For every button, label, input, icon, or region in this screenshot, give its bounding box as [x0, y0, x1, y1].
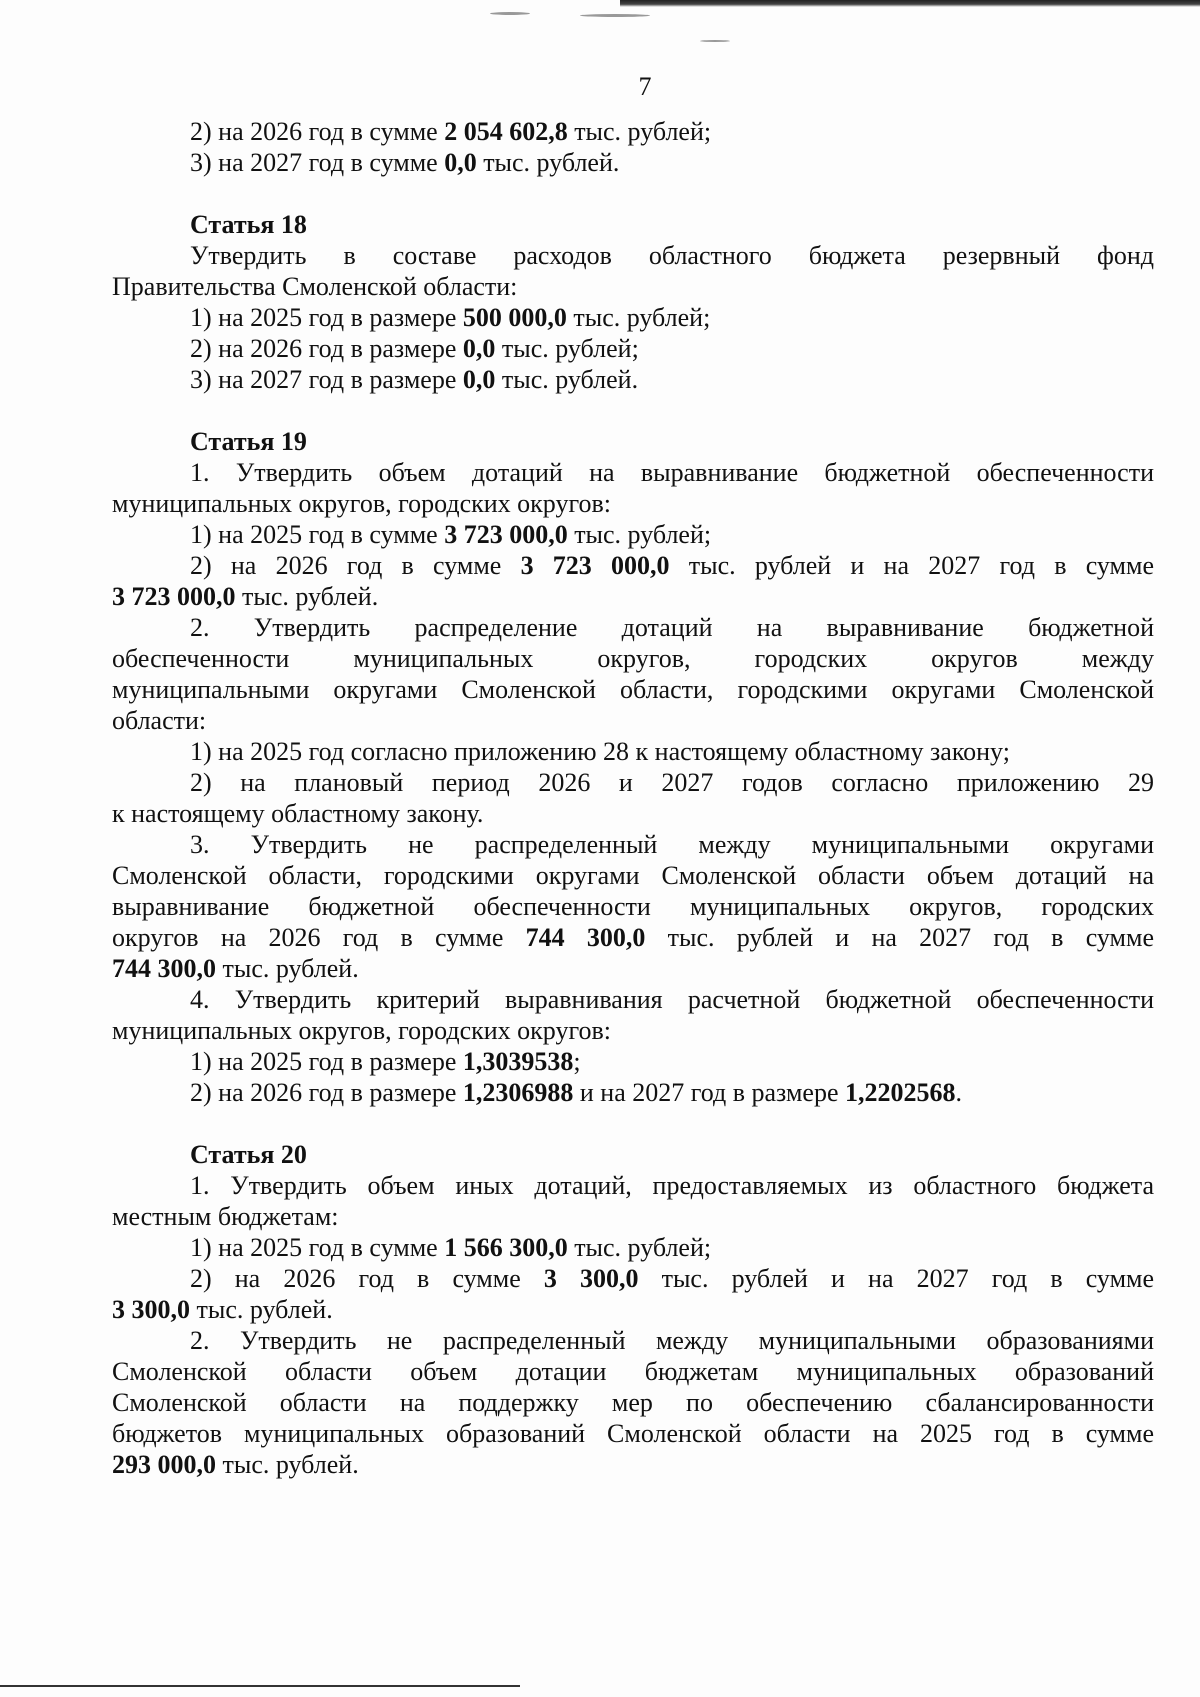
- article-19-p3-cont: 744 300,0 тыс. рублей.: [112, 954, 359, 983]
- article-20-p1-item: 1) на 2025 год в сумме 1 566 300,0 тыс. рублей;: [190, 1233, 712, 1262]
- article-18-intro: Утвердить в составе расходов областного бюджета резервный фонд: [190, 241, 1154, 270]
- article-19-p1: 1. Утвердить объем дотаций на выравнивание бюджетной обеспеченности: [190, 458, 1154, 487]
- article-19-p1-item: 1) на 2025 год в сумме 3 723 000,0 тыс. рублей;: [190, 520, 712, 549]
- scan-speck: [580, 14, 650, 17]
- article-19-p1-item: 2) на 2026 год в сумме 3 723 000,0 тыс. рублей и на 2027 год в сумме: [190, 551, 1155, 580]
- article-20-p2-cont: бюджетов муниципальных образований Смоленской области на 2025 год в сумме: [112, 1419, 1154, 1448]
- article-20-p1: 1. Утвердить объем иных дотаций, предоставляемых из областного бюджета: [190, 1171, 1154, 1200]
- page-number: 7: [638, 72, 652, 101]
- article-19-p1-item-cont: 3 723 000,0 тыс. рублей.: [112, 582, 379, 611]
- article-20-title: Статья 20: [190, 1140, 307, 1169]
- article-20-p1-item-cont: 3 300,0 тыс. рублей.: [112, 1295, 333, 1324]
- article-18-item: 2) на 2026 год в размере 0,0 тыс. рублей;: [190, 334, 639, 363]
- article-20-p2-cont: Смоленской области объем дотации бюджетам муниципальных образований: [112, 1357, 1154, 1386]
- article-20-p2-cont: 293 000,0 тыс. рублей.: [112, 1450, 359, 1479]
- budget-line-2027: 3) на 2027 год в сумме 0,0 тыс. рублей.: [190, 148, 620, 177]
- article-19-p4-item: 2) на 2026 год в размере 1,2306988 и на 2027 год в размере 1,2202568.: [190, 1078, 962, 1107]
- article-19-p1-cont: муниципальных округов, городских округов:: [112, 489, 611, 518]
- article-19-p2: 2. Утвердить распределение дотаций на выравнивание бюджетной: [190, 613, 1154, 642]
- article-19-p2-cont: обеспеченности муниципальных округов, городских округов между: [112, 644, 1154, 673]
- document-body: [112, 116, 1154, 1480]
- article-19-p3-cont: выравнивание бюджетной обеспеченности муниципальных округов, городских: [112, 892, 1154, 921]
- article-19-p4: 4. Утвердить критерий выравнивания расчетной бюджетной обеспеченности: [190, 985, 1154, 1014]
- article-20-p1-item: 2) на 2026 год в сумме 3 300,0 тыс. рублей и на 2027 год в сумме: [190, 1264, 1155, 1293]
- article-20-p2: 2. Утвердить не распределенный между муниципальными образованиями: [190, 1326, 1154, 1355]
- article-19-p4-item: 1) на 2025 год в размере 1,3039538;: [190, 1047, 581, 1076]
- article-19-p2-cont: области:: [112, 706, 207, 735]
- article-19-p2-cont: муниципальными округами Смоленской области, городскими округами Смоленской: [112, 675, 1154, 704]
- article-18-item: 1) на 2025 год в размере 500 000,0 тыс. рублей;: [190, 303, 711, 332]
- scan-edge-top: [620, 0, 1200, 7]
- article-19-title: Статья 19: [190, 427, 307, 456]
- article-19-p2-item-cont: к настоящему областному закону.: [112, 799, 484, 828]
- scan-edge-bottom: [0, 1685, 520, 1687]
- budget-line-2026: 2) на 2026 год в сумме 2 054 602,8 тыс. рублей;: [190, 117, 712, 146]
- article-18-item: 3) на 2027 год в размере 0,0 тыс. рублей.: [190, 365, 639, 394]
- article-20-p1-cont: местным бюджетам:: [112, 1202, 339, 1231]
- article-19-p2-item: 2) на плановый период 2026 и 2027 годов согласно приложению 29: [190, 768, 1154, 797]
- article-19-p4-cont: муниципальных округов, городских округов:: [112, 1016, 611, 1045]
- article-19-p2-item: 1) на 2025 год согласно приложению 28 к настоящему областному закону;: [190, 737, 1010, 766]
- article-19-p3: 3. Утвердить не распределенный между муниципальными округами: [190, 830, 1154, 859]
- article-18-intro-cont: Правительства Смоленской области:: [112, 272, 518, 301]
- article-19-p3-cont: округов на 2026 год в сумме 744 300,0 тыс. рублей и на 2027 год в сумме: [112, 923, 1154, 952]
- article-19-p3-cont: Смоленской области, городскими округами Смоленской области объем дотаций на: [112, 861, 1154, 890]
- scan-speck: [490, 12, 530, 15]
- scan-speck: [700, 40, 730, 42]
- article-20-p2-cont: Смоленской области на поддержку мер по обеспечению сбалансированности: [112, 1388, 1154, 1417]
- article-18-title: Статья 18: [190, 210, 307, 239]
